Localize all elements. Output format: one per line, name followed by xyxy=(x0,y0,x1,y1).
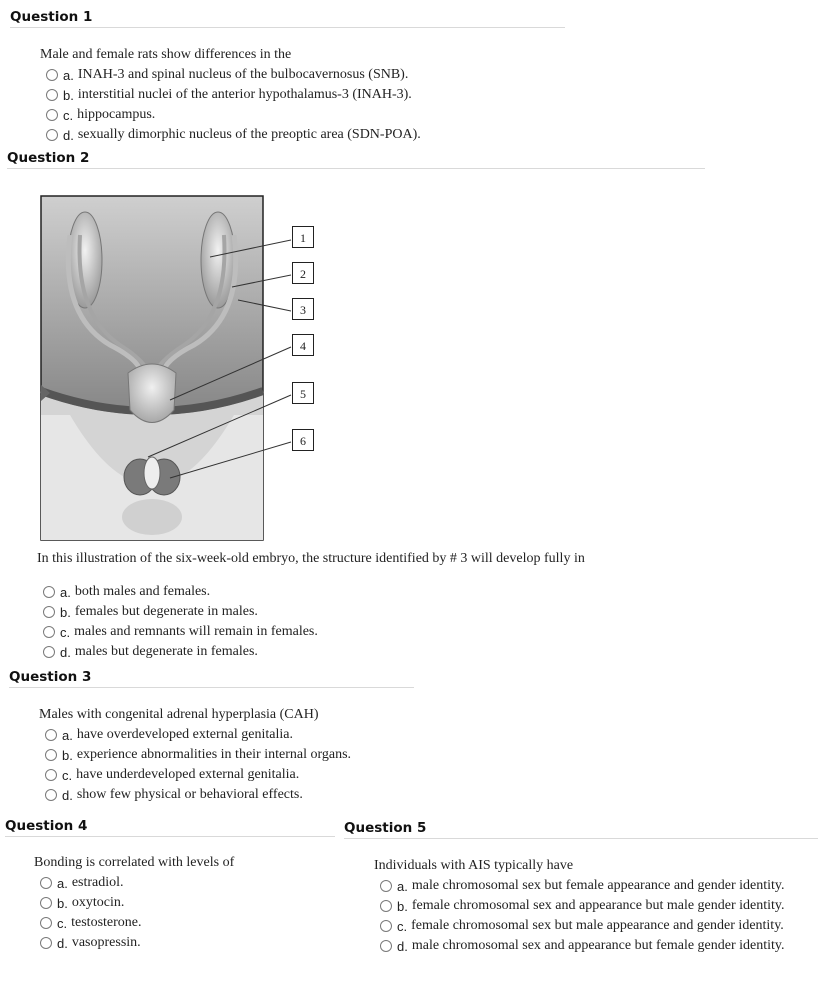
q2-option-d[interactable] xyxy=(43,643,258,661)
option-letter: d. xyxy=(57,935,68,951)
option-letter: c. xyxy=(63,107,74,123)
q3-radio-d[interactable] xyxy=(45,789,57,801)
option-letter: a. xyxy=(60,584,71,600)
q3-radio-a[interactable] xyxy=(45,729,57,741)
option-letter: b. xyxy=(62,747,73,763)
option-text: vasopressin. xyxy=(71,935,141,950)
q4-radio-d[interactable] xyxy=(40,937,52,949)
q3-option-c[interactable] xyxy=(45,766,299,784)
question-2-prompt: In this illustration of the six-week-old embryo, the structure identified by # 3 will develop fully in xyxy=(37,551,585,566)
q2-radio-a[interactable] xyxy=(43,586,55,598)
option-text: female chromosomal sex but male appearance and gender identity. xyxy=(411,918,784,933)
option-text: males but degenerate in females. xyxy=(74,644,258,659)
q5-radio-c[interactable] xyxy=(380,920,392,932)
option-letter: c. xyxy=(57,915,68,931)
q5-option-b[interactable] xyxy=(380,897,785,915)
question-5-prompt: Individuals with AIS typically have xyxy=(374,858,574,873)
option-letter: a. xyxy=(62,727,73,743)
q2-radio-c[interactable] xyxy=(43,626,55,638)
option-text: testosterone. xyxy=(71,915,142,930)
q5-option-d[interactable] xyxy=(380,937,785,955)
figure-label-2: 2 xyxy=(292,262,314,284)
q4-option-d[interactable] xyxy=(40,934,141,952)
option-text: male chromosomal sex but female appearance and gender identity. xyxy=(411,878,785,893)
q5-radio-a[interactable] xyxy=(380,880,392,892)
option-text: both males and females. xyxy=(74,584,211,599)
option-letter: a. xyxy=(397,878,408,894)
option-text: have underdeveloped external genitalia. xyxy=(76,767,300,782)
option-text: female chromosomal sex and appearance but male gender identity. xyxy=(411,898,785,913)
option-letter: c. xyxy=(397,918,408,934)
option-text: sexually dimorphic nucleus of the preoptic area (SDN-POA). xyxy=(77,127,421,142)
question-1-prompt: Male and female rats show differences in the xyxy=(40,47,292,62)
option-letter: d. xyxy=(62,787,73,803)
option-text: interstitial nuclei of the anterior hypothalamus-3 (INAH-3). xyxy=(77,87,412,102)
q2-radio-b[interactable] xyxy=(43,606,55,618)
option-letter: a. xyxy=(63,67,74,83)
option-text: experience abnormalities in their internal organs. xyxy=(76,747,352,762)
q5-radio-d[interactable] xyxy=(380,940,392,952)
option-text: male chromosomal sex and appearance but female gender identity. xyxy=(411,938,785,953)
option-text: show few physical or behavioral effects. xyxy=(76,787,303,802)
figure-label-1: 1 xyxy=(292,226,314,248)
figure-label-4: 4 xyxy=(292,334,314,356)
q4-radio-c[interactable] xyxy=(40,917,52,929)
q2-option-c[interactable] xyxy=(43,623,318,641)
question-1-heading: Question 1 xyxy=(10,9,565,28)
question-5-heading: Question 5 xyxy=(344,820,818,839)
figure-label-5: 5 xyxy=(292,382,314,404)
q4-option-a[interactable] xyxy=(40,874,124,892)
q5-option-a[interactable] xyxy=(380,877,785,895)
question-3-prompt: Males with congenital adrenal hyperplasia (CAH) xyxy=(39,707,319,722)
q5-radio-b[interactable] xyxy=(380,900,392,912)
q3-option-b[interactable] xyxy=(45,746,351,764)
q4-option-b[interactable] xyxy=(40,894,124,912)
q2-option-b[interactable] xyxy=(43,603,258,621)
q3-option-d[interactable] xyxy=(45,786,303,804)
figure-label-6: 6 xyxy=(292,429,314,451)
q2-radio-d[interactable] xyxy=(43,646,55,658)
q3-radio-c[interactable] xyxy=(45,769,57,781)
option-text: oxytocin. xyxy=(71,895,125,910)
option-text: males and remnants will remain in females. xyxy=(74,624,318,639)
option-letter: b. xyxy=(60,604,71,620)
option-letter: c. xyxy=(60,624,71,640)
option-letter: a. xyxy=(57,875,68,891)
q3-option-a[interactable] xyxy=(45,726,293,744)
question-4-prompt: Bonding is correlated with levels of xyxy=(34,855,235,870)
q4-option-c[interactable] xyxy=(40,914,142,932)
q4-radio-b[interactable] xyxy=(40,897,52,909)
question-2-heading: Question 2 xyxy=(7,150,705,169)
q3-radio-b[interactable] xyxy=(45,749,57,761)
figure-label-3: 3 xyxy=(292,298,314,320)
option-letter: b. xyxy=(63,87,74,103)
q5-option-c[interactable] xyxy=(380,917,784,935)
option-letter: b. xyxy=(397,898,408,914)
option-letter: d. xyxy=(397,938,408,954)
option-text: estradiol. xyxy=(71,875,124,890)
question-4-heading: Question 4 xyxy=(5,818,335,837)
q2-option-a[interactable] xyxy=(43,583,210,601)
option-letter: c. xyxy=(62,767,73,783)
option-letter: d. xyxy=(60,644,71,660)
option-text: have overdeveloped external genitalia. xyxy=(76,727,293,742)
option-text: hippocampus. xyxy=(77,107,156,122)
option-letter: d. xyxy=(63,127,74,143)
option-letter: b. xyxy=(57,895,68,911)
q4-radio-a[interactable] xyxy=(40,877,52,889)
question-3-heading: Question 3 xyxy=(9,669,414,688)
option-text: females but degenerate in males. xyxy=(74,604,258,619)
option-text: INAH-3 and spinal nucleus of the bulbocavernosus (SNB). xyxy=(77,67,409,82)
